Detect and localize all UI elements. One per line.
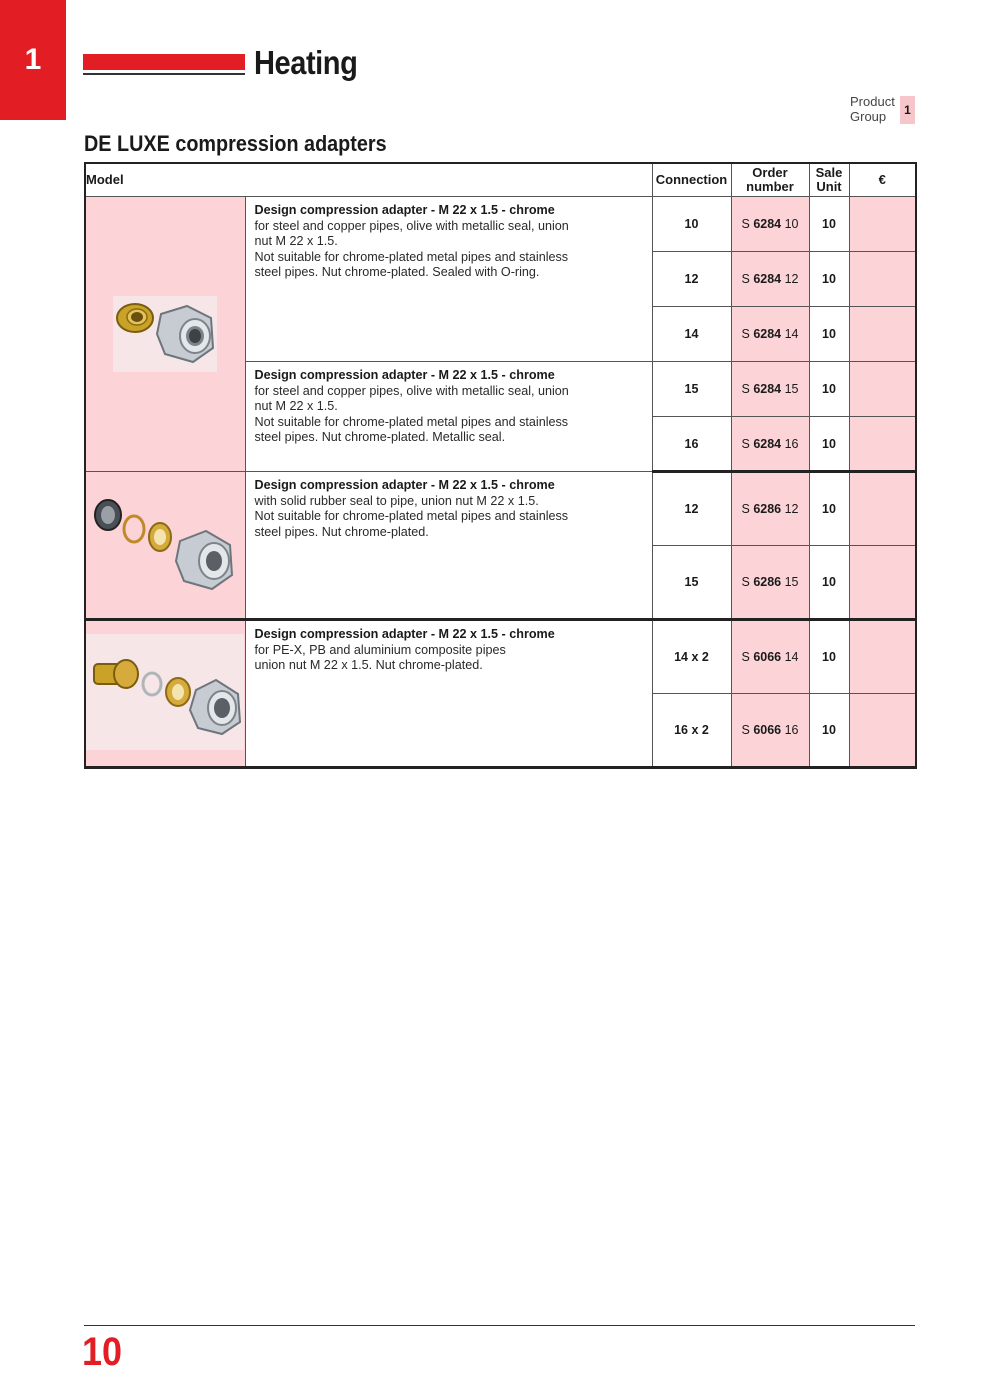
header-order-number: Order number (731, 163, 809, 197)
section-title: DE LUXE compression adapters (84, 131, 387, 156)
header-sale-unit: Sale Unit (809, 163, 849, 197)
table-row (85, 472, 916, 546)
product-image-6286 (85, 472, 245, 620)
connection-cell: 14 (652, 307, 731, 362)
title-accent-bar (83, 54, 245, 70)
product-description: Design compression adapter - M 22 x 1.5 - chrome for PE-X, PB and aluminium composite pipes union nut M 22 x 1.5. Nut chrome-plated. (245, 620, 652, 768)
sale-unit-cell: 10 (809, 362, 849, 417)
order-number-cell[interactable]: S 6286 15 (731, 546, 809, 620)
adapter-6284-illustration (113, 296, 217, 372)
adapter-6066-illustration (86, 634, 244, 754)
price-cell (849, 362, 916, 417)
price-cell (849, 252, 916, 307)
sale-unit-cell: 10 (809, 252, 849, 307)
order-number-cell[interactable]: S 6284 14 (731, 307, 809, 362)
sale-unit-cell: 10 (809, 197, 849, 252)
order-number-cell[interactable]: S 6284 12 (731, 252, 809, 307)
product-description: Design compression adapter - M 22 x 1.5 - chrome for steel and copper pipes, olive with metallic seal, union nut M 22 x 1.5. Not suitable for chrome-plated metal pipes and stainless steel pipes. Nut chrome-plated. Metallic seal. (245, 362, 652, 472)
order-number-cell[interactable]: S 6286 12 (731, 472, 809, 546)
price-cell (849, 620, 916, 694)
product-image-6284 (85, 197, 245, 472)
sale-unit-cell: 10 (809, 472, 849, 546)
sale-unit-cell: 10 (809, 307, 849, 362)
sale-unit-cell: 10 (809, 694, 849, 768)
price-cell (849, 472, 916, 546)
connection-cell: 14 x 2 (652, 620, 731, 694)
order-number-cell[interactable]: S 6066 16 (731, 694, 809, 768)
price-cell (849, 417, 916, 472)
header-model: Model (85, 163, 652, 197)
order-number-cell[interactable]: S 6284 16 (731, 417, 809, 472)
table-row (85, 197, 916, 252)
table-row (85, 620, 916, 694)
sale-unit-cell: 10 (809, 417, 849, 472)
page-number: 10 (82, 1330, 123, 1374)
order-number-cell[interactable]: S 6284 10 (731, 197, 809, 252)
connection-cell: 10 (652, 197, 731, 252)
product-description: Design compression adapter - M 22 x 1.5 - chrome for steel and copper pipes, olive with metallic seal, union nut M 22 x 1.5. Not suitable for chrome-plated metal pipes and stainless steel pipes. Nut chrome-plated. Sealed with O-ring. (245, 197, 652, 362)
connection-cell: 12 (652, 252, 731, 307)
chapter-number: 1 (24, 43, 42, 76)
connection-cell: 15 (652, 546, 731, 620)
connection-cell: 16 (652, 417, 731, 472)
page-title: Heating (254, 44, 358, 81)
connection-cell: 15 (652, 362, 731, 417)
price-cell (849, 197, 916, 252)
header-price: € (849, 163, 916, 197)
sale-unit-cell: 10 (809, 546, 849, 620)
product-group-number: 1 (900, 96, 915, 124)
price-cell (849, 546, 916, 620)
connection-cell: 16 x 2 (652, 694, 731, 768)
product-table (84, 162, 917, 769)
connection-cell: 12 (652, 472, 731, 546)
order-number-cell[interactable]: S 6284 15 (731, 362, 809, 417)
title-accent-rule (83, 73, 245, 75)
price-cell (849, 694, 916, 768)
product-image-6066 (85, 620, 245, 768)
table-header-row (85, 163, 916, 197)
chapter-tab (0, 0, 66, 120)
header-connection: Connection (652, 163, 731, 197)
footer-rule (84, 1325, 915, 1326)
order-number-cell[interactable]: S 6066 14 (731, 620, 809, 694)
adapter-6286-illustration (88, 497, 242, 593)
sale-unit-cell: 10 (809, 620, 849, 694)
product-group-label: Product Group (850, 94, 895, 124)
product-description: Design compression adapter - M 22 x 1.5 - chrome with solid rubber seal to pipe, union nut M 22 x 1.5. Not suitable for chrome-plated metal pipes and stainless steel pipes. Nut chrome-plated. (245, 472, 652, 620)
price-cell (849, 307, 916, 362)
